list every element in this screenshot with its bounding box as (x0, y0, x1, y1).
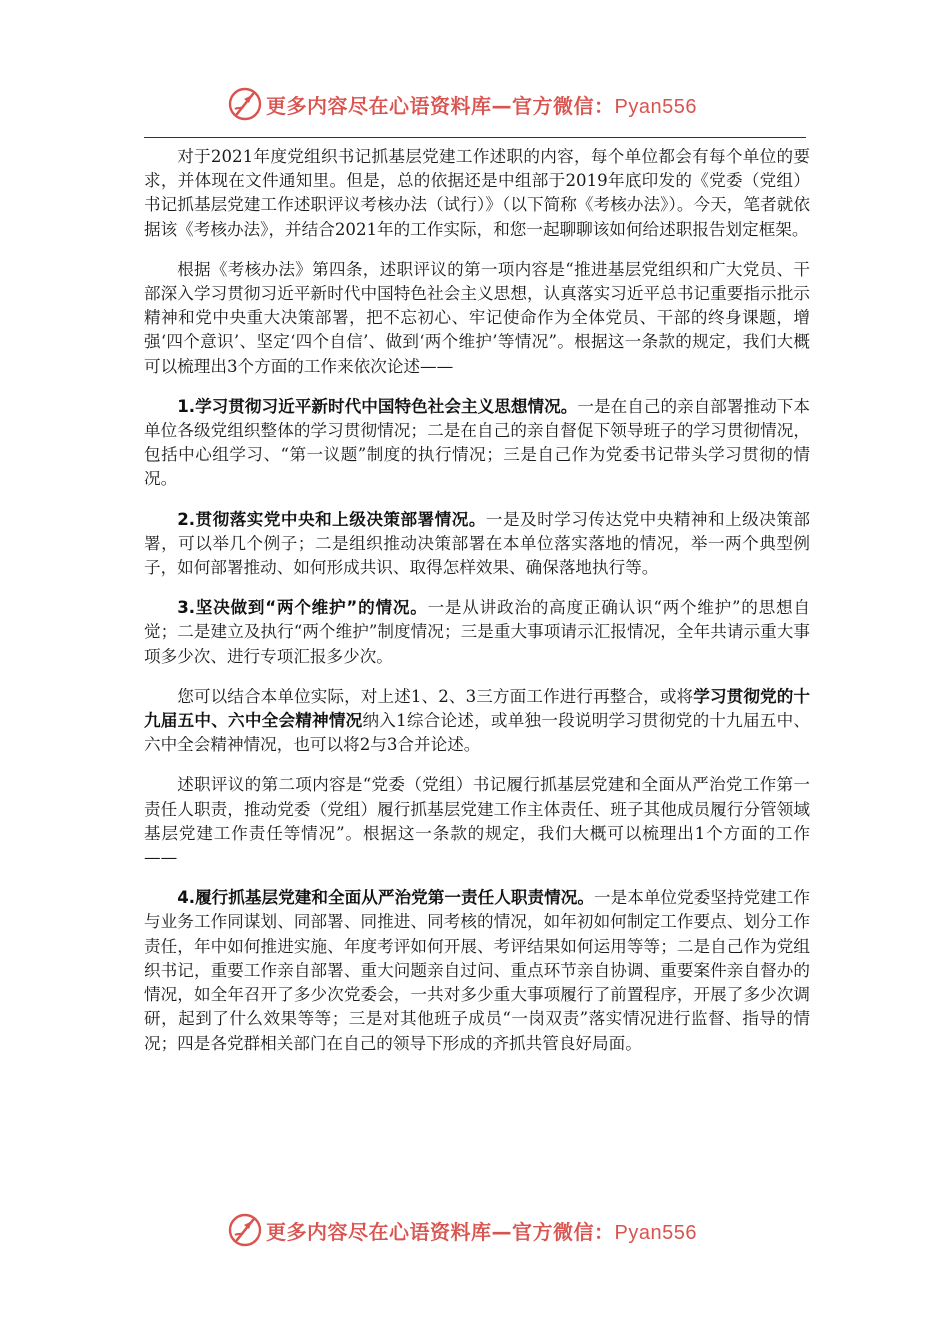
paragraph-text: 对于2021年度党组织书记抓基层党建工作述职的内容，每个单位都会有每个单位的要求，并体现在文件通知里。但是，总的依据还是中组部于2019年底印发的《党委（党组）书记抓基层党建工作述职评议考核办法（试行）》（以下简称《考核办法》）。今天，笔者就依据该《考核办法》，并结合2021年的工作实际，和您一起聊聊该如何给述职报告划定框架。 (144, 147, 810, 239)
paragraph-second-item (144, 773, 810, 870)
paragraph-integration-note (144, 685, 810, 758)
banner-label: 更多内容尽在心语资料库—官方微信： (266, 93, 615, 118)
paragraph-text: 一是在自己的亲自部署推动下本单位各级党组织整体的学习贯彻情况；二是在自己的亲自督促下领导班子的学习贯彻情况，包括中心组学习、“第一议题”制度的执行情况；三是自己作为党委书记带头学习贯彻的情况。 (144, 396, 811, 489)
banner-wechat-id: Pyan556 (614, 95, 697, 118)
paragraph-point-2 (144, 508, 810, 581)
quill-logo-icon (228, 87, 262, 121)
banner-label: 更多内容尽在心语资料库—官方微信： (266, 1219, 615, 1244)
header-divider (144, 137, 806, 138)
paragraph-inline-bold: 学习贯彻党的十九届五中、六中全会精神情况 (144, 686, 811, 731)
banner-text (266, 1216, 697, 1245)
banner-text (266, 90, 697, 119)
paragraph-intro (144, 145, 810, 242)
point-heading: 1.学习贯彻习近平新时代中国特色社会主义思想情况。 (177, 396, 578, 416)
paragraph-text: 述职评议的第二项内容是“党委（党组）书记履行抓基层党建和全面从严治党工作第一责任人职责，推动党委（党组）履行抓基层党建工作主体责任、班子其他成员履行分管领域基层党建工作责任等情况”。根据这一条款的规定，我们大概可以梳理出1个方面的工作—— (144, 775, 810, 868)
point-heading: 4.履行抓基层党建和全面从严治党第一责任人职责情况。 (177, 888, 594, 908)
point-heading: 2.贯彻落实党中央和上级决策部署情况。 (177, 509, 486, 529)
banner-wechat-id: Pyan556 (614, 1221, 697, 1244)
paragraph-point-3 (144, 596, 810, 669)
paragraph-point-1 (144, 395, 810, 492)
paragraph-text-continued: 纳入1综合论述，或单独一段说明学习贯彻党的十九届五中、六中全会精神情况，也可以将2与3合并论述。 (144, 711, 810, 755)
article-body (144, 145, 810, 1072)
footer-banner (228, 1212, 697, 1248)
paragraph-text: 一是从讲政治的高度正确认识“两个维护”的思想自觉；二是建立及执行“两个维护”制度情况；三是重大事项请示汇报情况，全年共请示重大事项多少次、进行专项汇报多少次。 (144, 598, 810, 666)
quill-logo-icon (228, 1213, 262, 1247)
paragraph-text: 一是及时学习传达党中央精神和上级决策部署，可以举几个例子；二是组织推动决策部署在本单位落实落地的情况，举一两个典型例子，如何部署推动、如何形成共识、取得怎样效果、确保落地执行等。 (144, 509, 810, 578)
header-banner (228, 86, 697, 122)
paragraph-text: 根据《考核办法》第四条，述职评议的第一项内容是“推进基层党组织和广大党员、干部深入学习贯彻习近平新时代中国特色社会主义思想，认真落实习近平总书记重要指示批示精神和党中央重大决策部署，把不忘初心、牢记使命作为全体党员、干部的终身课题，增强‘四个意识’、坚定‘四个自信’、做到‘两个维护’等情况”。根据这一条款的规定，我们大概可以梳理出3个方面的工作来依次论述—— (144, 259, 810, 376)
paragraph-text: 您可以结合本单位实际，对上述1、2、3三方面工作进行再整合，或将 (177, 686, 694, 706)
paragraph-first-item (144, 258, 810, 379)
point-heading: 3.坚决做到“两个维护”的情况。 (177, 598, 428, 618)
paragraph-text: 一是本单位党委坚持党建工作与业务工作同谋划、同部署、同推进、同考核的情况，如年初如何制定工作要点、划分工作责任，年中如何推进实施、年度考评如何开展、考评结果如何运用等等；二是自己作为党组织书记，重要工作亲自部署、重大问题亲自过问、重点环节亲自协调、重要案件亲自督办的情况，如全年召开了多少次党委会，一共对多少重大事项履行了前置程序，开展了多少次调研，起到了什么效果等等；三是对其他班子成员“一岗双责”落实情况进行监督、指导的情况；四是各党群相关部门在自己的领导下形成的齐抓共管良好局面。 (144, 888, 810, 1053)
paragraph-point-4 (144, 886, 810, 1055)
